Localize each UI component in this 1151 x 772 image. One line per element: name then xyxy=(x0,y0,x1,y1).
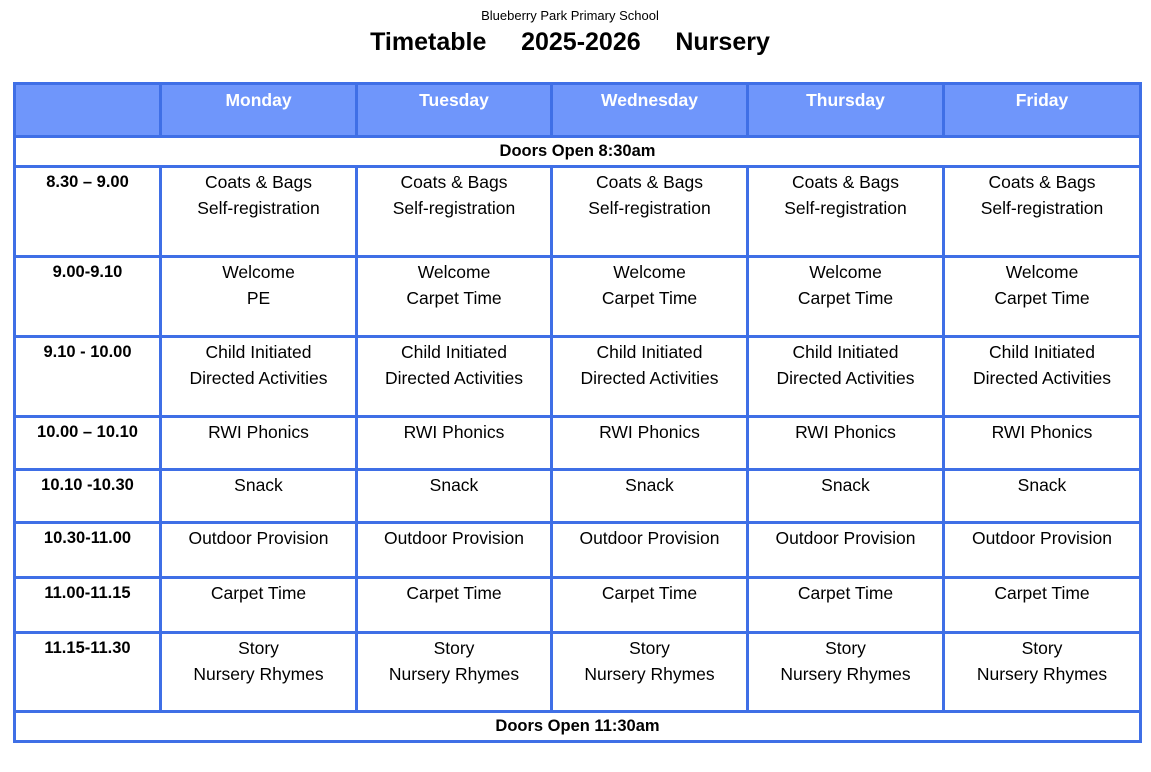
activity-text: Welcome xyxy=(417,262,491,282)
activity-cell xyxy=(161,523,357,578)
activity-text: Coats & Bags xyxy=(792,172,899,192)
time-cell: 9.10 - 10.00 xyxy=(15,337,161,417)
doors-open-am: Doors Open 8:30am xyxy=(15,137,1141,167)
activity-text: Directed Activities xyxy=(384,368,524,388)
activity-text: Self-registration xyxy=(588,198,711,218)
activity-text: Story xyxy=(629,638,670,658)
activity-cell xyxy=(748,523,944,578)
activity-cell xyxy=(748,337,944,417)
activity-cell xyxy=(944,257,1141,337)
activity-cell xyxy=(161,417,357,470)
activity-cell xyxy=(357,578,552,633)
activity-text: Child Initiated xyxy=(792,342,899,362)
timetable xyxy=(13,82,1142,743)
activity-text: Outdoor Provision xyxy=(579,528,720,548)
activity-text: Coats & Bags xyxy=(988,172,1096,192)
table-row xyxy=(15,578,1141,633)
activity-text: PE xyxy=(246,288,271,308)
day-header-friday: Friday xyxy=(944,84,1141,137)
activity-text: Self-registration xyxy=(392,198,516,218)
time-cell: 9.00-9.10 xyxy=(15,257,161,337)
activity-text: Nursery Rhymes xyxy=(976,664,1108,684)
activity-cell xyxy=(357,257,552,337)
time-cell: 11.15-11.30 xyxy=(15,633,161,712)
activity-text: Self-registration xyxy=(980,198,1104,218)
activity-cell xyxy=(552,523,748,578)
activity-cell xyxy=(944,417,1141,470)
activity-text: Child Initiated xyxy=(988,342,1096,362)
activity-cell xyxy=(552,167,748,257)
table-row xyxy=(15,257,1141,337)
time-cell: 10.30-11.00 xyxy=(15,523,161,578)
day-header-monday: Monday xyxy=(161,84,357,137)
activity-cell xyxy=(944,337,1141,417)
activity-text: RWI Phonics xyxy=(599,422,700,442)
activity-text: Snack xyxy=(821,475,870,495)
school-name: Blueberry Park Primary School xyxy=(481,8,659,23)
activity-cell xyxy=(944,633,1141,712)
activity-cell xyxy=(161,257,357,337)
activity-text: Welcome xyxy=(222,262,295,282)
activity-cell xyxy=(552,578,748,633)
activity-text: Nursery Rhymes xyxy=(193,664,324,684)
day-header-wednesday: Wednesday xyxy=(552,84,748,137)
activity-text: Story xyxy=(238,638,279,658)
activity-cell xyxy=(552,337,748,417)
activity-text: Outdoor Provision xyxy=(188,528,329,548)
activity-cell xyxy=(357,633,552,712)
activity-text: Directed Activities xyxy=(189,368,328,388)
activity-cell xyxy=(552,417,748,470)
activity-text: Carpet Time xyxy=(994,583,1090,603)
activity-text: Nursery Rhymes xyxy=(584,664,715,684)
activity-text: Carpet Time xyxy=(797,583,894,603)
activity-text: Self-registration xyxy=(784,198,907,218)
activity-cell xyxy=(161,167,357,257)
activity-text: Coats & Bags xyxy=(400,172,508,192)
doors-open-row xyxy=(15,137,1141,167)
time-cell: 11.00-11.15 xyxy=(15,578,161,633)
activity-text: Outdoor Provision xyxy=(383,528,525,548)
activity-cell xyxy=(357,470,552,523)
activity-cell xyxy=(161,337,357,417)
activity-cell xyxy=(161,578,357,633)
activity-text: RWI Phonics xyxy=(795,422,896,442)
activity-text: Snack xyxy=(1017,475,1067,495)
time-cell: 8.30 – 9.00 xyxy=(15,167,161,257)
activity-text: Coats & Bags xyxy=(205,172,312,192)
activity-text: Carpet Time xyxy=(994,288,1090,308)
activity-cell xyxy=(357,417,552,470)
activity-text: Story xyxy=(825,638,866,658)
activity-text: Outdoor Provision xyxy=(775,528,916,548)
activity-text: Self-registration xyxy=(197,198,320,218)
activity-cell xyxy=(357,523,552,578)
doors-open-end-row xyxy=(15,712,1141,742)
activity-text: Nursery Rhymes xyxy=(780,664,911,684)
activity-text: Carpet Time xyxy=(601,583,698,603)
activity-cell xyxy=(748,417,944,470)
activity-text: Carpet Time xyxy=(601,288,698,308)
activity-text: Directed Activities xyxy=(580,368,719,388)
activity-cell xyxy=(357,337,552,417)
activity-text: Outdoor Provision xyxy=(971,528,1113,548)
activity-text: RWI Phonics xyxy=(208,422,309,442)
activity-cell xyxy=(552,633,748,712)
activity-text: Child Initiated xyxy=(205,342,312,362)
header-row xyxy=(15,84,1141,137)
activity-text: Coats & Bags xyxy=(596,172,703,192)
doors-open-end: Doors Open 11:30am xyxy=(15,712,1141,742)
activity-text: Child Initiated xyxy=(596,342,703,362)
activity-text: RWI Phonics xyxy=(991,422,1093,442)
activity-text: Welcome xyxy=(809,262,882,282)
activity-cell xyxy=(552,257,748,337)
table-row xyxy=(15,633,1141,712)
time-cell: 10.00 – 10.10 xyxy=(15,417,161,470)
activity-text: Snack xyxy=(625,475,674,495)
activity-cell xyxy=(552,470,748,523)
page-title: Timetable 2025-2026 Nursery xyxy=(370,28,770,56)
activity-text: Carpet Time xyxy=(210,583,307,603)
activity-cell xyxy=(944,523,1141,578)
activity-text: Snack xyxy=(234,475,283,495)
activity-text: Story xyxy=(433,638,475,658)
activity-text: RWI Phonics xyxy=(403,422,505,442)
activity-cell xyxy=(748,633,944,712)
activity-text: Nursery Rhymes xyxy=(388,664,520,684)
table-row xyxy=(15,167,1141,257)
activity-cell xyxy=(944,470,1141,523)
table-row xyxy=(15,470,1141,523)
activity-text: Welcome xyxy=(613,262,686,282)
activity-text: Carpet Time xyxy=(406,288,502,308)
activity-cell xyxy=(944,578,1141,633)
table-row xyxy=(15,523,1141,578)
activity-text: Welcome xyxy=(1005,262,1079,282)
activity-text: Story xyxy=(1021,638,1063,658)
activity-cell xyxy=(357,167,552,257)
activity-cell xyxy=(161,470,357,523)
table-row xyxy=(15,417,1141,470)
activity-cell xyxy=(748,167,944,257)
activity-cell xyxy=(748,257,944,337)
activity-cell xyxy=(944,167,1141,257)
activity-text: Directed Activities xyxy=(776,368,915,388)
activity-cell xyxy=(161,633,357,712)
activity-text: Snack xyxy=(429,475,479,495)
activity-text: Carpet Time xyxy=(406,583,502,603)
corner-cell xyxy=(15,84,161,137)
activity-text: Child Initiated xyxy=(400,342,508,362)
table-row xyxy=(15,337,1141,417)
activity-text: Directed Activities xyxy=(972,368,1112,388)
time-cell: 10.10 -10.30 xyxy=(15,470,161,523)
day-header-thursday: Thursday xyxy=(748,84,944,137)
day-header-tuesday: Tuesday xyxy=(357,84,552,137)
activity-cell xyxy=(748,470,944,523)
activity-cell xyxy=(748,578,944,633)
activity-text: Carpet Time xyxy=(797,288,894,308)
